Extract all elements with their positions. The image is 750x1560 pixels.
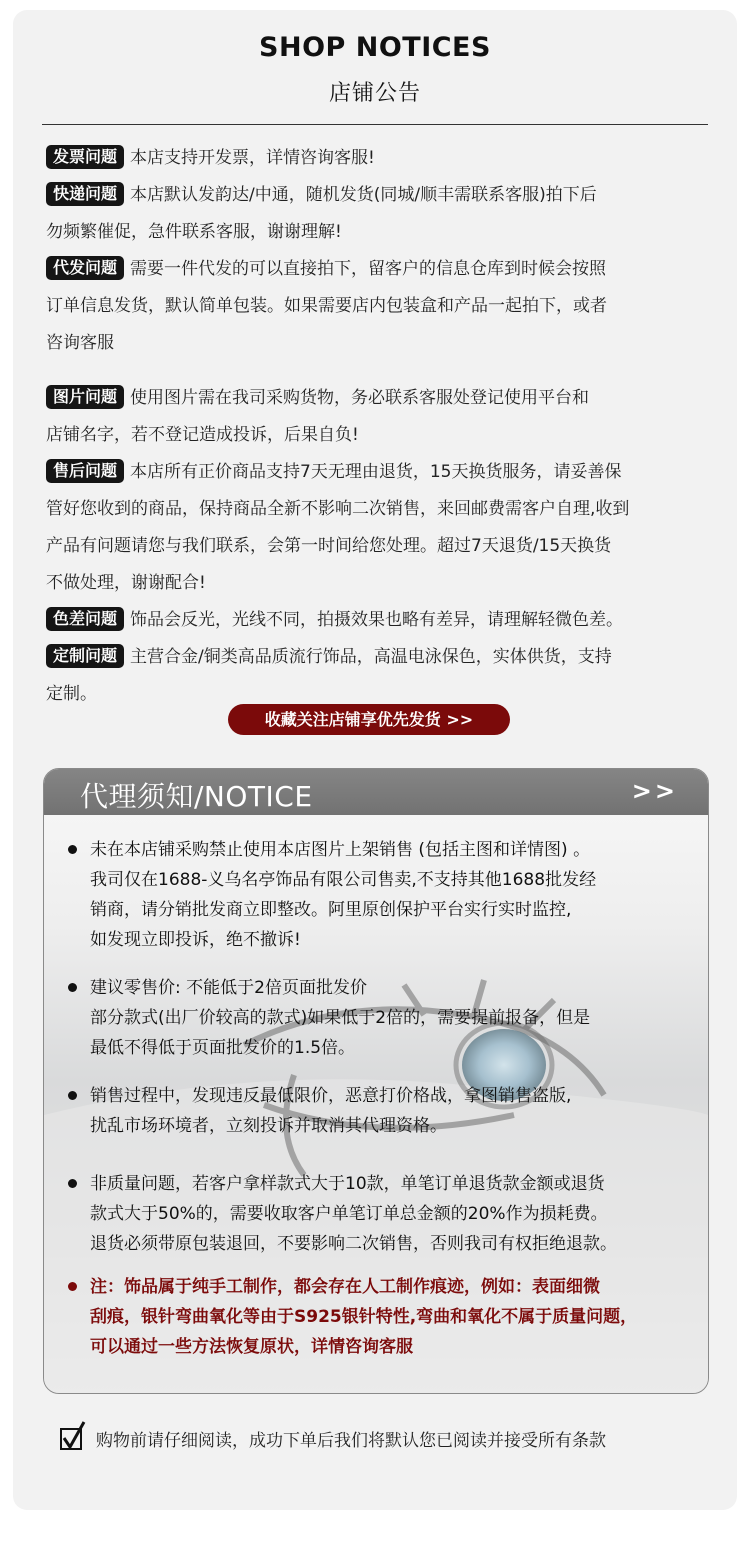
bullet-line: 刮痕，银针弯曲氧化等由于S925银针特性,弯曲和氧化不属于质量问题，: [90, 1307, 638, 1327]
notice-line: 订单信息发货，默认简单包装。如果需要店内包装盒和产品一起拍下，或者: [46, 296, 607, 316]
shop-notices-list: [46, 140, 716, 713]
page-title-cn: 店铺公告: [328, 81, 421, 106]
notice-color-difference: [46, 602, 716, 639]
footer-text: 购物前请仔细阅读，成功下单后我们将默认您已阅读并接受所有条款: [96, 1431, 606, 1451]
notice-line: 需要一件代发的可以直接拍下，留客户的信息仓库到时候会按照: [130, 259, 607, 279]
notice-tag: 快递问题: [46, 182, 124, 206]
notice-line: 本店支持开发票，详情咨询客服!: [130, 148, 375, 168]
bullet-line: 扰乱市场环境者，立刻投诉并取消其代理资格。: [90, 1116, 447, 1136]
notice-line: 产品有问题请您与我们联系，会第一时间给您处理。超过7天退货/15天换货: [46, 536, 612, 556]
list-item: [68, 973, 688, 1063]
notice-tag: 定制问题: [46, 644, 124, 668]
notice-line: 咨询客服: [46, 333, 114, 353]
bullet-line: 我司仅在1688-义乌名亭饰品有限公司售卖,不支持其他1688批发经: [90, 870, 597, 890]
bullet-line: 建议零售价: 不能低于2倍页面批发价: [90, 978, 367, 998]
bullet-line: 未在本店铺采购禁止使用本店图片上架销售 (包括主图和详情图) 。: [90, 840, 591, 860]
bullet-line: 注：饰品属于纯手工制作，都会存在人工制作痕迹，例如：表面细微: [90, 1277, 600, 1297]
notice-line: 定制。: [46, 684, 97, 704]
notice-shipping: [46, 177, 716, 251]
notice-tag: 图片问题: [46, 385, 124, 409]
notice-line: 本店默认发韵达/中通，随机发货(同城/顺丰需联系客服)拍下后: [130, 185, 597, 205]
notice-line: 勿频繁催促，急件联系客服，谢谢理解!: [46, 222, 342, 242]
notice-line: 饰品会反光，光线不同，拍摄效果也略有差异，请理解轻微色差。: [130, 610, 624, 630]
page-title-en: SHOP NOTICES: [259, 32, 491, 63]
list-item-warning: [68, 1272, 688, 1362]
agent-notice-panel: [43, 768, 709, 1394]
notice-tag: 色差问题: [46, 607, 124, 631]
notice-line: 不做处理，谢谢配合!: [46, 573, 206, 593]
bullet-line: 款式大于50%的，需要收取客户单笔订单总金额的20%作为损耗费。: [90, 1204, 608, 1224]
list-item: [68, 1169, 688, 1259]
bullet-line: 最低不得低于页面批发价的1.5倍。: [90, 1038, 356, 1058]
notice-invoice: [46, 140, 716, 177]
checkmark-icon: [60, 1428, 82, 1450]
title-divider: [42, 124, 708, 125]
bullet-line: 非质量问题，若客户拿样款式大于10款，单笔订单退货款金额或退货: [90, 1174, 605, 1194]
panel-more-button[interactable]: >>: [631, 777, 678, 805]
notice-tag: 代发问题: [46, 256, 124, 280]
notice-line: 本店所有正价商品支持7天无理由退货，15天换货服务，请妥善保: [130, 462, 622, 482]
bullet-line: 如发现立即投诉，绝不撤诉!: [90, 930, 301, 950]
notice-after-sales: [46, 454, 716, 602]
notice-dropship: [46, 251, 716, 362]
notice-line: 店铺名字，若不登记造成投诉，后果自负!: [46, 425, 359, 445]
panel-title: 代理须知/NOTICE: [80, 780, 313, 813]
agent-notice-list: [68, 835, 688, 1362]
notice-line: 主营合金/铜类高品质流行饰品，高温电泳保色，实体供货，支持: [130, 647, 612, 667]
bullet-line: 销售过程中，发现违反最低限价，恶意打价格战，拿图销售盗版,: [90, 1086, 572, 1106]
notice-line: 使用图片需在我司采购货物，务必联系客服处登记使用平台和: [130, 388, 590, 408]
notice-line: 管好您收到的商品，保持商品全新不影响二次销售，来回邮费需客户自理,收到: [46, 499, 630, 519]
notice-customization: [46, 639, 716, 713]
favorite-shop-button[interactable]: 收藏关注店铺享优先发货 >>: [228, 704, 510, 735]
bullet-line: 销商，请分销批发商立即整改。阿里原创保护平台实行实时监控,: [90, 900, 572, 920]
notice-tag: 售后问题: [46, 459, 124, 483]
list-item: [68, 1081, 688, 1141]
notice-tag: 发票问题: [46, 145, 124, 169]
bullet-line: 部分款式(出厂价较高的款式)如果低于2倍的，需要提前报备，但是: [90, 1008, 591, 1028]
footer-agreement: [60, 1428, 720, 1454]
bullet-line: 退货必须带原包装退回，不要影响二次销售，否则我司有权拒绝退款。: [90, 1234, 617, 1254]
bullet-line: 可以通过一些方法恢复原状，详情咨询客服: [90, 1337, 413, 1357]
notice-images: [46, 380, 716, 454]
list-item: [68, 835, 688, 955]
